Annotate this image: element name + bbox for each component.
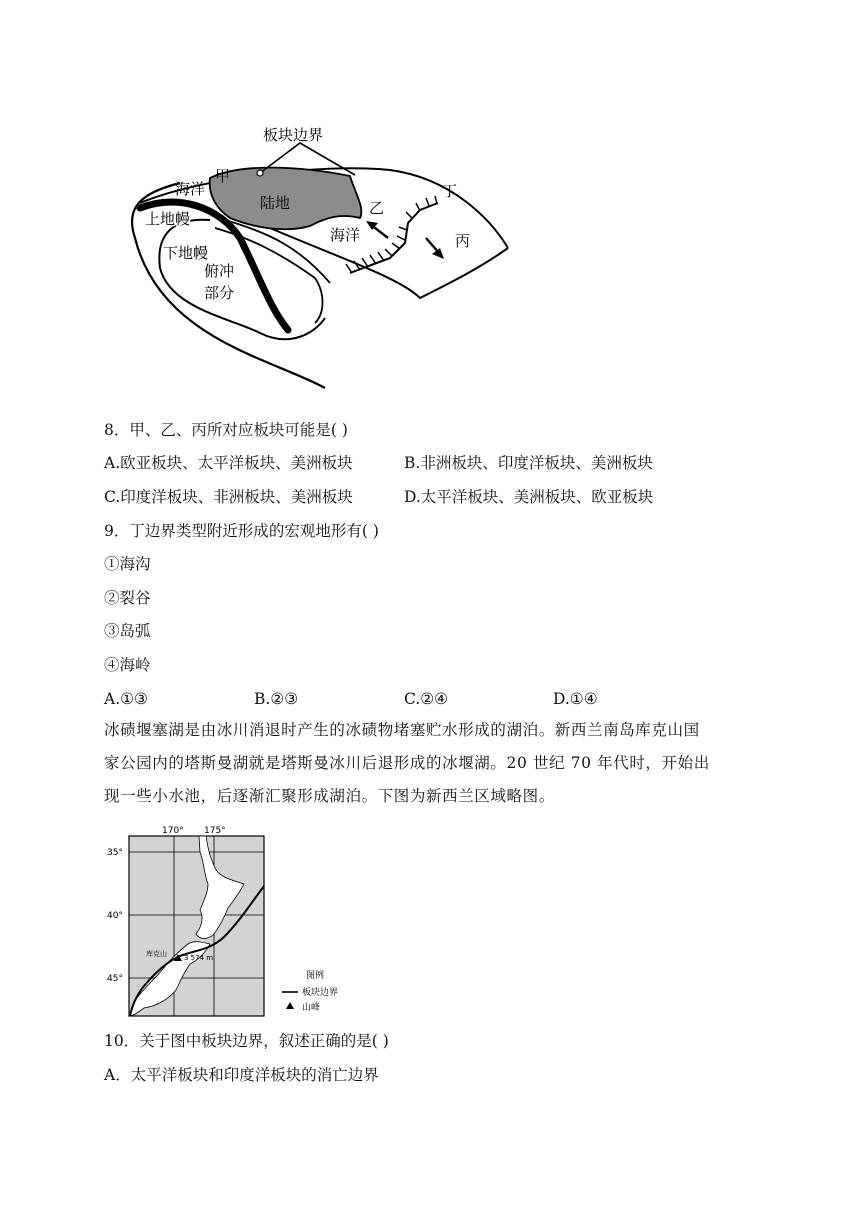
lon-175: 175°: [204, 826, 226, 836]
passage-line: 家公园内的塔斯曼湖就是塔斯曼冰川后退形成的冰堰湖。20 世纪 70 年代时，开始出: [104, 754, 710, 772]
label-jia-ocean: 海洋: [175, 180, 206, 198]
q9-option-a[interactable]: A.①③: [104, 690, 148, 708]
label-subduct2: 部分: [204, 284, 235, 302]
q9-item: ①海沟: [104, 555, 151, 573]
q9-option-b[interactable]: B.②③: [254, 690, 299, 708]
q8-stem: 8．甲、乙、丙所对应板块可能是( ): [104, 421, 348, 439]
label-jia: 甲: [215, 167, 231, 185]
lon-170: 170°: [162, 826, 184, 836]
q10-option-a[interactable]: A．太平洋板块和印度洋板块的消亡边界: [104, 1066, 379, 1084]
label-subduct1: 俯冲: [204, 262, 235, 280]
plate-boundary-diagram: [120, 118, 520, 393]
label-yi: 乙: [369, 199, 385, 217]
legend-peak: 山峰: [302, 1003, 321, 1013]
peak-height: 3 574 m: [184, 954, 214, 962]
q9-item: ②裂谷: [104, 589, 151, 607]
q9-item: ③岛弧: [104, 622, 151, 640]
lat-40: 40°: [107, 911, 123, 921]
label-ocean2: 海洋: [330, 226, 361, 244]
label-lower-mantle: 下地幔: [163, 244, 209, 262]
label-upper-mantle: 上地幔: [145, 210, 191, 228]
passage-line: 冰碛堰塞湖是由冰川消退时产生的冰碛物堵塞贮水形成的湖泊。新西兰南岛库克山国: [104, 721, 700, 739]
q8-option-a[interactable]: A.欧亚板块、太平洋板块、美洲板块: [104, 454, 353, 472]
peak-name: 库克山: [146, 950, 167, 958]
q8-option-c[interactable]: C.印度洋板块、非洲板块、美洲板块: [104, 488, 353, 506]
q9-stem: 9．丁边界类型附近形成的宏观地形有( ): [104, 522, 379, 540]
label-boundary: 板块边界: [263, 126, 324, 144]
q8-option-d[interactable]: D.太平洋板块、美洲板块、欧亚板块: [404, 488, 654, 506]
legend-title: 图例: [306, 971, 325, 981]
passage: [104, 714, 764, 813]
q9-option-d[interactable]: D.①④: [553, 690, 598, 708]
label-land: 陆地: [260, 194, 291, 212]
legend-boundary: 板块边界: [302, 988, 339, 998]
lat-45: 45°: [107, 974, 123, 984]
new-zealand-map: [104, 822, 364, 1018]
q9-item: ④海岭: [104, 656, 151, 674]
q10-stem: 10．关于图中板块边界，叙述正确的是( ): [104, 1032, 389, 1050]
q9-option-c[interactable]: C.②④: [404, 690, 449, 708]
q8-option-b[interactable]: B.非洲板块、印度洋板块、美洲板块: [404, 454, 653, 472]
passage-line: 现一些小水池，后逐渐汇聚形成湖泊。下图为新西兰区域略图。: [104, 787, 555, 805]
label-bing: 丙: [455, 232, 471, 250]
label-ding: 丁: [442, 182, 458, 200]
lat-35: 35°: [107, 848, 123, 858]
